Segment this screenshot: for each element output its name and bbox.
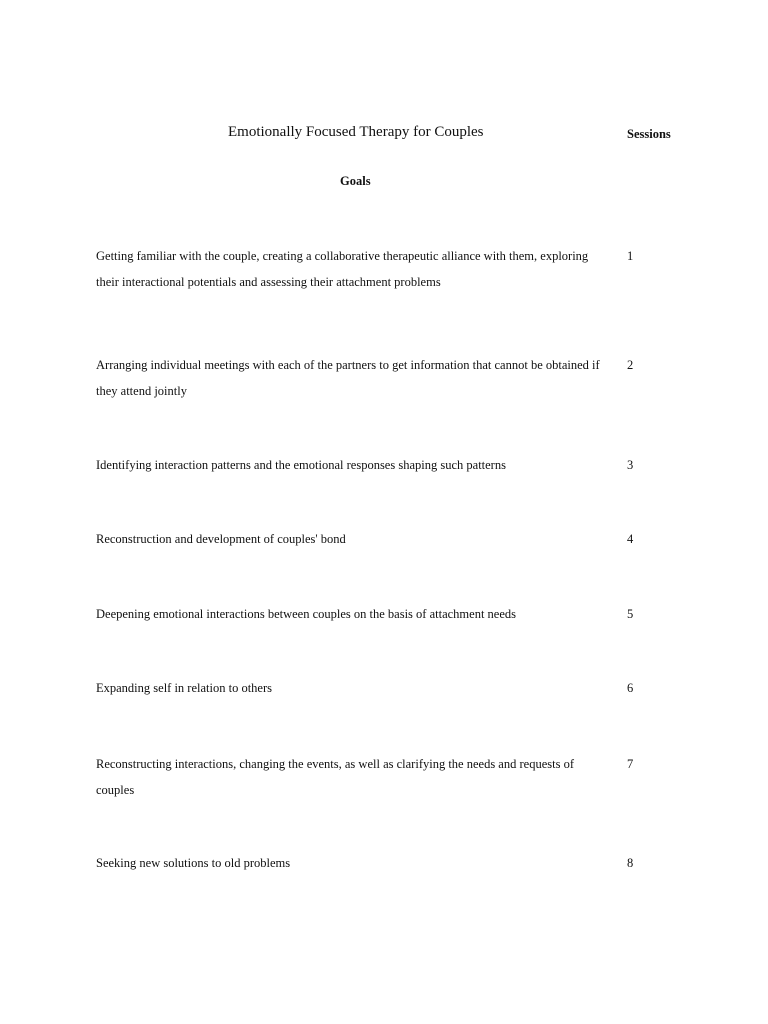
session-number: 2	[627, 358, 634, 372]
goal-text: Seeking new solutions to old problems	[96, 856, 291, 870]
goal-text: Identifying interaction patterns and the emotional responses shaping such patterns	[96, 458, 506, 472]
sessions-column-header: Sessions	[627, 127, 671, 141]
goal-text: Getting familiar with the couple, creating a collaborative therapeutic alliance with them, exploring their interactional potentials and assessing their attachment problems	[96, 249, 589, 289]
goal-text: Expanding self in relation to others	[96, 681, 273, 695]
goal-text: Deepening emotional interactions between couples on the basis of attachment needs	[96, 607, 517, 621]
goals-column-header: Goals	[340, 174, 371, 188]
session-number: 1	[627, 249, 634, 263]
session-number: 4	[627, 532, 634, 546]
session-number: 7	[627, 757, 634, 771]
session-number: 3	[627, 458, 634, 472]
session-number: 6	[627, 681, 634, 695]
session-number: 8	[627, 856, 634, 870]
goal-text: Reconstruction and development of couples' bond	[96, 532, 346, 546]
document-title: Emotionally Focused Therapy for Couples	[228, 124, 484, 140]
goal-text: Arranging individual meetings with each of the partners to get information that cannot be obtained if they attend jointly	[96, 358, 600, 398]
session-number: 5	[627, 607, 634, 621]
goal-text: Reconstructing interactions, changing the events, as well as clarifying the needs and requests of couples	[96, 757, 574, 797]
